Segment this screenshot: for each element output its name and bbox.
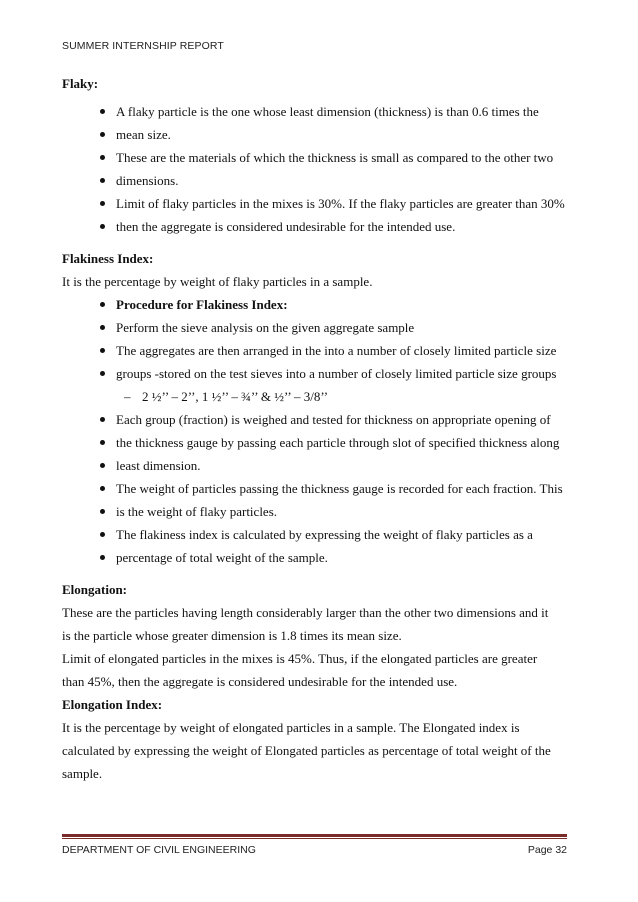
footer-divider: [62, 834, 567, 837]
bullet-icon: [100, 132, 105, 137]
list-item: The flakiness index is calculated by expressing the weight of flaky particles as a: [62, 523, 562, 546]
list-item: mean size.: [62, 123, 562, 146]
elongation-index-line: It is the percentage by weight of elongated particles in a sample. The Elongated index is: [62, 720, 520, 735]
elongation-index-line: calculated by expressing the weight of Elongated particles as percentage of total weight of the: [62, 743, 551, 758]
bullet-icon: [100, 555, 105, 560]
bullet-icon: [100, 224, 105, 229]
bullet-icon: [100, 155, 105, 160]
bullet-icon: [100, 532, 105, 537]
list-item: percentage of total weight of the sample.: [62, 546, 562, 569]
list-item: Perform the sieve analysis on the given aggregate sample: [62, 316, 562, 339]
list-item: Each group (fraction) is weighed and tested for thickness on appropriate opening of: [62, 408, 562, 431]
elongation-line: These are the particles having length considerably larger than the other two dimensions and it: [62, 605, 549, 620]
list-item: dimensions.: [62, 169, 562, 192]
list-item: least dimension.: [62, 454, 562, 477]
heading-elongation-index: Elongation Index:: [62, 697, 163, 712]
elongation-line: Limit of elongated particles in the mixes is 45%. Thus, if the elongated particles are greater: [62, 651, 538, 666]
flakiness-procedure-list: [62, 293, 562, 385]
elongation-line: is the particle whose greater dimension is 1.8 times its mean size.: [62, 628, 402, 643]
bullet-icon: [100, 486, 105, 491]
page-number: Page 32: [527, 844, 567, 856]
sieve-size-groups: – 2 ½’’ – 2’’, 1 ½’’ – ¾’’ & ½’’ – 3/8’’: [62, 385, 562, 408]
bullet-icon: [100, 201, 105, 206]
running-header: SUMMER INTERNSHIP REPORT: [62, 40, 224, 52]
elongation-index-line: sample.: [62, 766, 103, 781]
footer-department: DEPARTMENT OF CIVIL ENGINEERING: [62, 844, 256, 856]
bullet-icon: [100, 417, 105, 422]
page-content: [62, 72, 565, 785]
list-item: Limit of flaky particles in the mixes is 30%. If the flaky particles are greater than 30%: [62, 192, 562, 215]
list-item: A flaky particle is the one whose least dimension (thickness) is than 0.6 times the: [62, 100, 562, 123]
flakiness-index-intro: It is the percentage by weight of flaky particles in a sample.: [62, 274, 373, 289]
bullet-icon: [100, 371, 105, 376]
list-item: the thickness gauge by passing each particle through slot of specified thickness along: [62, 431, 562, 454]
flakiness-steps-list: [62, 408, 562, 569]
bullet-icon: [100, 178, 105, 183]
bullet-icon: [100, 348, 105, 353]
dash-icon: –: [124, 389, 131, 404]
bullet-icon: [100, 302, 105, 307]
elongation-line: than 45%, then the aggregate is considered undesirable for the intended use.: [62, 674, 458, 689]
bullet-icon: [100, 440, 105, 445]
list-item: Procedure for Flakiness Index:: [62, 293, 562, 316]
bullet-icon: [100, 509, 105, 514]
flaky-bullet-list: [62, 100, 565, 238]
running-footer: [62, 844, 567, 856]
bullet-icon: [100, 325, 105, 330]
list-item: The aggregates are then arranged in the into a number of closely limited particle size: [62, 339, 562, 362]
heading-elongation: Elongation:: [62, 582, 128, 597]
bullet-icon: [100, 463, 105, 468]
list-item: groups -stored on the test sieves into a number of closely limited particle size groups: [62, 362, 562, 385]
list-item: These are the materials of which the thickness is small as compared to the other two: [62, 146, 562, 169]
footer-divider-thin: [62, 838, 567, 839]
list-item: The weight of particles passing the thickness gauge is recorded for each fraction. This: [62, 477, 562, 500]
list-item: then the aggregate is considered undesirable for the intended use.: [62, 215, 562, 238]
list-item: is the weight of flaky particles.: [62, 500, 562, 523]
bullet-icon: [100, 109, 105, 114]
heading-flaky: Flaky:: [62, 76, 99, 91]
heading-flakiness-index: Flakiness Index:: [62, 251, 154, 266]
